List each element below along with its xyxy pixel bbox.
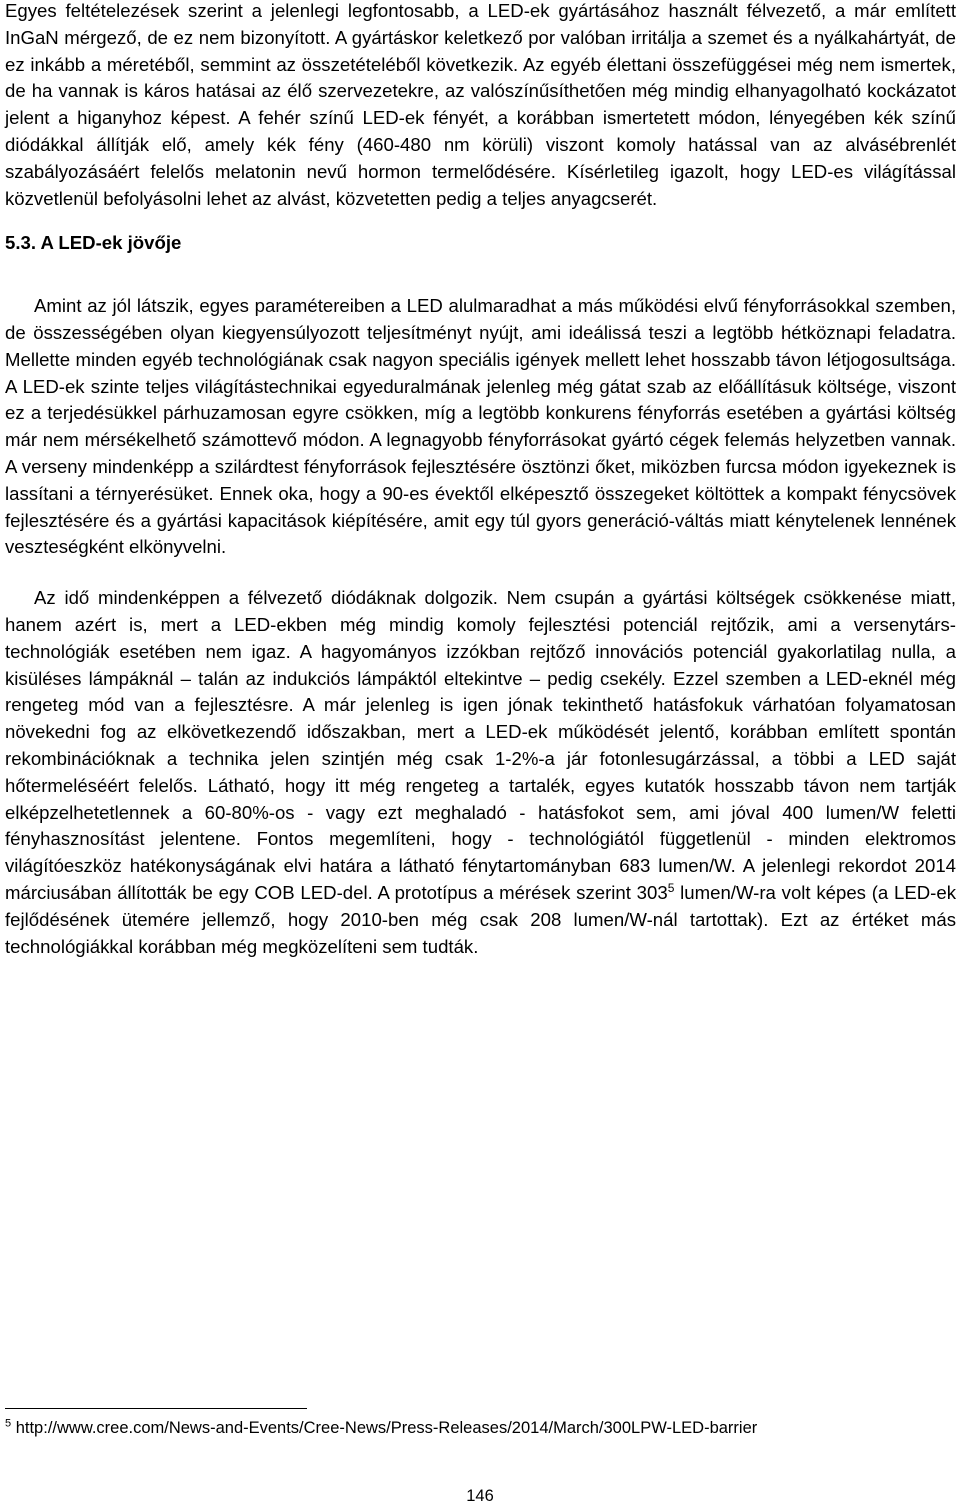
footnote-number: 5 bbox=[5, 1417, 12, 1430]
footnote-link[interactable]: http://www.cree.com/News-and-Events/Cree-News/Press-Releases/2014/March/300LPW-LED-barrier bbox=[11, 1419, 758, 1437]
paragraph-3-text-b: lumen/W-ra volt képes (a LED-ek fejlődésének ütemére jellemző, hogy 2010-ben még csak 208 lumen/W-nál tartottak). Ezt az értéket más technológiákkal korábban még megközelíteni sem tudták. bbox=[5, 881, 956, 957]
section-heading: 5.3. A LED-ek jövője bbox=[5, 232, 182, 254]
paragraph-1: Egyes feltételezések szerint a jelenlegi legfontosabb, a LED-ek gyártásához használt félvezető, a már említett InGaN mérgező, de ez nem bizonyított. A gyártáskor keletkező por valóban irritálja a szemet és a nyálkahártyát, de ez inkább a méretéből, semmint az összetételéből következik. Az egyéb élettani összefüggései még nem ismertek, de ha vannak is káros hatásai az élő szervezetekre, az valószínűsíthetően még mindig elhanyagolható kockázatot jelent a higanyhoz képest. A fehér színű LED-ek fényét, a korábban ismertetett módon, lényegében kék színű diódákkal állítják elő, amely kék fény (460-480 nm körüli) viszont komoly hatással van az alvásébrenlét szabályozásáért felelős melatonin nevű hormon termelődésére. Kísérletileg igazolt, hogy LED-es világítással közvetlenül befolyásolni lehet az alvást, közvetetten pedig a teljes anyagcserét. bbox=[5, 0, 956, 209]
footnote bbox=[5, 1415, 935, 1441]
page-body bbox=[5, 0, 956, 960]
footnote-reference[interactable]: 5 bbox=[667, 880, 675, 895]
footnote-separator bbox=[5, 1408, 307, 1409]
paragraph-3-text-a: Az idő mindenképpen a félvezető diódáknak dolgozik. Nem csupán a gyártási költségek csökkenése miatt, hanem azért is, mert a LED-ekben még mindig komoly fejlesztési potenciál rejtőzik, ami a versenytárs- technológiák esetében nem igaz. A hagyományos izzókban rejtőző innovációs potenciál gyakorlatilag nulla, a kisüléses lámpáknál – talán az indukciós lámpáktól eltekintve – pedig csekély. Ezzel szemben a LED-eknél még rengeteg mód van a fejlesztésre. A már jelenleg is igen jónak tekinthető hatásfokuk várhatóan folyamatosan növekedni fog az elkövetkezendő időszakban, mert a LED-ek működését jelentő, korábban említett spontán rekombinációknak a technika jelen szintjén még csak 1-2%-a jár fotonlesugárzással, a többi a LED saját hőtermeléséért felelős. Látható, hogy itt még rengeteg a tartalék, egyes kutatók hosszabb távon nem tartják elképzelhetetlennek a 60-80%-os - vagy ezt meghaladó - hatásfokot sem, ami jóval 400 lumen/W feletti fényhasznosítást jelentene. Fontos megemlíteni, hogy - technológiától függetlenül - minden elektromos világítóeszköz hatékonyságának elvi határa a látható fénytartományban 683 lumen/W. A jelenlegi rekordot 2014 márciusában állították be egy COB LED-del. A prototípus a mérések szerint 303 bbox=[5, 587, 956, 903]
page-number: 146 bbox=[466, 1487, 494, 1505]
paragraph-3 bbox=[5, 585, 956, 960]
paragraph-2: Amint az jól látszik, egyes paramétereiben a LED alulmaradhat a más működési elvű fényforrásokkal szemben, de összességében olyan kiegyensúlyozott teljesítményt nyújt, ami ideálissá teszi a legtöbb hétköznapi feladatra. Mellette minden egyéb technológiának csak nagyon speciális igények mellett lehet hosszabb távon létjogosultsága. A LED-ek szinte teljes világítástechnikai egyeduralmának jelenleg még gátat szab az előállításuk költsége, viszont ez a terjedésükkel párhuzamosan egyre csökken, míg a legtöbb konkurens fényforrás esetében a gyártási költség már nem mérsékelhető számottevő módon. A legnagyobb fényforrásokat gyártó cégek felemás helyzetben vannak. A verseny mindenképp a szilárdtest fényforrások fejlesztésére ösztönzi őket, miközben furcsa módon igyekeznek is lassítani a térnyerésüket. Ennek oka, hogy a 90-es évektől elképesztő összegeket költöttek a kompakt fénycsövek fejlesztésére és a gyártási kapacitások kiépítésére, amit egy túl gyors generáció-váltás miatt kénytelenek lennének veszteségként elkönyvelni. bbox=[5, 295, 956, 558]
